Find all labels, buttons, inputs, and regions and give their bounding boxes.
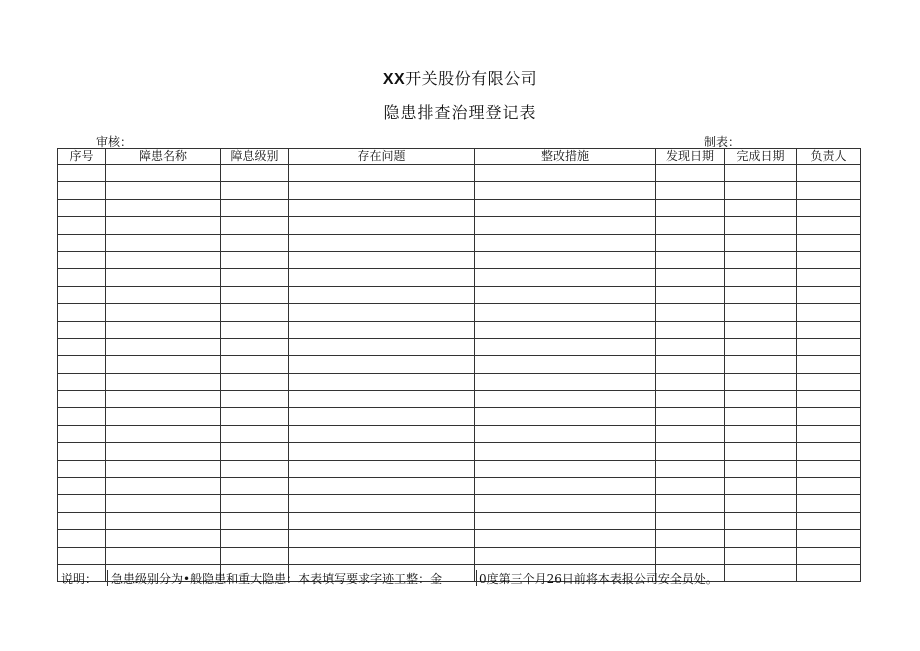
table-cell[interactable] <box>289 443 475 460</box>
table-cell[interactable] <box>58 338 106 355</box>
table-cell[interactable] <box>221 356 289 373</box>
table-cell[interactable] <box>106 286 221 303</box>
table-cell[interactable] <box>289 495 475 512</box>
maker-label: 制表： <box>704 135 741 149</box>
table-row <box>58 251 861 268</box>
table-cell[interactable] <box>106 304 221 321</box>
table-cell[interactable] <box>475 165 656 182</box>
table-cell[interactable] <box>797 408 861 425</box>
table-cell[interactable] <box>289 425 475 442</box>
table-cell[interactable] <box>656 373 725 390</box>
table-cell[interactable] <box>106 512 221 529</box>
table-cell[interactable] <box>725 182 797 199</box>
table-cell[interactable] <box>656 391 725 408</box>
table-cell[interactable] <box>797 338 861 355</box>
table-cell[interactable] <box>656 165 725 182</box>
column-header-existing-problem: 存在问题 <box>289 149 475 165</box>
table-cell[interactable] <box>58 165 106 182</box>
table-cell[interactable] <box>221 321 289 338</box>
table-cell[interactable] <box>656 460 725 477</box>
table-cell[interactable] <box>221 460 289 477</box>
table-cell[interactable] <box>656 269 725 286</box>
table-cell[interactable] <box>58 217 106 234</box>
table-row <box>58 478 861 495</box>
table-cell[interactable] <box>656 251 725 268</box>
table-row <box>58 321 861 338</box>
table-cell[interactable] <box>58 547 106 564</box>
table-cell[interactable] <box>656 199 725 216</box>
table-cell[interactable] <box>106 182 221 199</box>
company-name-rest: 开关股份有限公司 <box>405 69 538 88</box>
table-cell[interactable] <box>725 530 797 547</box>
table-cell[interactable] <box>289 547 475 564</box>
table-cell[interactable] <box>475 304 656 321</box>
reviewer-label: 审核： <box>96 135 133 149</box>
table-row <box>58 443 861 460</box>
table-cell[interactable] <box>725 443 797 460</box>
table-cell[interactable] <box>656 182 725 199</box>
table-cell[interactable] <box>475 530 656 547</box>
table-cell[interactable] <box>725 460 797 477</box>
table-cell[interactable] <box>475 356 656 373</box>
form-title: 隐患排查治理登记表 <box>383 103 537 122</box>
table-row <box>58 269 861 286</box>
table-cell[interactable] <box>797 199 861 216</box>
table-cell[interactable] <box>797 391 861 408</box>
table-cell[interactable] <box>221 425 289 442</box>
table-cell[interactable] <box>106 443 221 460</box>
table-cell[interactable] <box>289 251 475 268</box>
table-cell[interactable] <box>289 408 475 425</box>
table-cell[interactable] <box>221 182 289 199</box>
table-cell[interactable] <box>475 217 656 234</box>
table-cell[interactable] <box>221 373 289 390</box>
table-cell[interactable] <box>656 425 725 442</box>
table-cell[interactable] <box>725 217 797 234</box>
table-cell[interactable] <box>221 408 289 425</box>
table-row <box>58 408 861 425</box>
table-row <box>58 512 861 529</box>
table-cell[interactable] <box>289 530 475 547</box>
table-cell[interactable] <box>797 165 861 182</box>
table-cell[interactable] <box>656 478 725 495</box>
table-cell[interactable] <box>106 321 221 338</box>
table-row <box>58 199 861 216</box>
table-cell[interactable] <box>656 408 725 425</box>
table-cell[interactable] <box>106 530 221 547</box>
table-cell[interactable] <box>475 478 656 495</box>
table-cell[interactable] <box>656 512 725 529</box>
table-cell[interactable] <box>106 165 221 182</box>
table-row <box>58 495 861 512</box>
table-cell[interactable] <box>221 269 289 286</box>
table-cell[interactable] <box>221 199 289 216</box>
table-cell[interactable] <box>797 373 861 390</box>
table-cell[interactable] <box>221 234 289 251</box>
table-cell[interactable] <box>289 391 475 408</box>
column-header-completion-date: 完成日期 <box>725 149 797 165</box>
table-cell[interactable] <box>289 199 475 216</box>
table-cell[interactable] <box>475 408 656 425</box>
table-row <box>58 304 861 321</box>
table-cell[interactable] <box>475 425 656 442</box>
table-cell[interactable] <box>797 478 861 495</box>
column-header-index: 序号 <box>58 149 106 165</box>
table-cell[interactable] <box>656 304 725 321</box>
table-cell[interactable] <box>58 373 106 390</box>
table-cell[interactable] <box>58 460 106 477</box>
table-cell[interactable] <box>221 443 289 460</box>
table-cell[interactable] <box>289 512 475 529</box>
table-cell[interactable] <box>58 286 106 303</box>
table-cell[interactable] <box>725 338 797 355</box>
table-cell[interactable] <box>475 199 656 216</box>
table-cell[interactable] <box>106 425 221 442</box>
table-cell[interactable] <box>289 234 475 251</box>
table-cell[interactable] <box>725 251 797 268</box>
table-cell[interactable] <box>725 495 797 512</box>
table-row <box>58 530 861 547</box>
table-cell[interactable] <box>221 530 289 547</box>
table-cell[interactable] <box>797 460 861 477</box>
table-row <box>58 286 861 303</box>
table-cell[interactable] <box>725 356 797 373</box>
footer-note <box>57 569 860 586</box>
table-cell[interactable] <box>221 338 289 355</box>
column-header-responsible-person: 负责人 <box>797 149 861 165</box>
table-cell[interactable] <box>475 495 656 512</box>
table-cell[interactable] <box>656 356 725 373</box>
footer-label: 说明： <box>61 572 98 586</box>
table-cell[interactable] <box>797 286 861 303</box>
table-cell[interactable] <box>289 321 475 338</box>
table-cell[interactable] <box>58 512 106 529</box>
table-row <box>58 547 861 564</box>
table-cell[interactable] <box>58 269 106 286</box>
table-cell[interactable] <box>58 443 106 460</box>
table-row <box>58 425 861 442</box>
table-cell[interactable] <box>106 269 221 286</box>
table-row <box>58 234 861 251</box>
table-cell[interactable] <box>475 182 656 199</box>
table-cell[interactable] <box>58 234 106 251</box>
table-cell[interactable] <box>106 391 221 408</box>
table-cell[interactable] <box>289 217 475 234</box>
table-cell[interactable] <box>475 460 656 477</box>
table-cell[interactable] <box>797 425 861 442</box>
table-cell[interactable] <box>221 495 289 512</box>
table-cell[interactable] <box>475 269 656 286</box>
table-cell[interactable] <box>106 217 221 234</box>
table-row <box>58 338 861 355</box>
table-cell[interactable] <box>656 234 725 251</box>
table-cell[interactable] <box>797 321 861 338</box>
table-cell[interactable] <box>725 321 797 338</box>
table-cell[interactable] <box>221 478 289 495</box>
table-cell[interactable] <box>656 495 725 512</box>
table-cell[interactable] <box>58 425 106 442</box>
table-cell[interactable] <box>58 199 106 216</box>
table-cell[interactable] <box>58 182 106 199</box>
column-header-hazard-name: 障患名称 <box>106 149 221 165</box>
table-cell[interactable] <box>725 234 797 251</box>
table-cell[interactable] <box>58 478 106 495</box>
footer-note-part2: 0度第三个月26日前将本表报公司安全员处。 <box>476 570 718 586</box>
table-cell[interactable] <box>725 408 797 425</box>
table-cell[interactable] <box>289 286 475 303</box>
table-cell[interactable] <box>221 217 289 234</box>
table-cell[interactable] <box>725 199 797 216</box>
table-cell[interactable] <box>797 512 861 529</box>
table-cell[interactable] <box>289 478 475 495</box>
table-cell[interactable] <box>475 512 656 529</box>
table-cell[interactable] <box>58 304 106 321</box>
table-cell[interactable] <box>106 478 221 495</box>
table-cell[interactable] <box>725 547 797 564</box>
table-cell[interactable] <box>656 321 725 338</box>
table-cell[interactable] <box>106 234 221 251</box>
table-cell[interactable] <box>106 460 221 477</box>
table-row <box>58 182 861 199</box>
table-cell[interactable] <box>289 269 475 286</box>
table-cell[interactable] <box>725 512 797 529</box>
table-cell[interactable] <box>797 356 861 373</box>
table-cell[interactable] <box>656 338 725 355</box>
table-body <box>58 165 861 582</box>
table-cell[interactable] <box>725 425 797 442</box>
table-cell[interactable] <box>475 391 656 408</box>
table-cell[interactable] <box>475 251 656 268</box>
table-cell[interactable] <box>656 443 725 460</box>
column-header-found-date: 发现日期 <box>656 149 725 165</box>
table-cell[interactable] <box>221 165 289 182</box>
table-header-row <box>58 149 861 165</box>
table-cell[interactable] <box>797 547 861 564</box>
table-row <box>58 460 861 477</box>
table-cell[interactable] <box>475 373 656 390</box>
table-cell[interactable] <box>58 321 106 338</box>
company-name-prefix: XX <box>382 71 406 88</box>
table-cell[interactable] <box>475 321 656 338</box>
column-header-corrective-measures: 整改措施 <box>475 149 656 165</box>
table-cell[interactable] <box>106 495 221 512</box>
table-cell[interactable] <box>725 304 797 321</box>
column-header-hazard-level: 障息级别 <box>221 149 289 165</box>
table-cell[interactable] <box>656 547 725 564</box>
table-cell[interactable] <box>106 408 221 425</box>
table-cell[interactable] <box>797 304 861 321</box>
company-name <box>0 66 920 89</box>
hazard-register-table <box>57 148 861 582</box>
table-cell[interactable] <box>475 286 656 303</box>
table-cell[interactable] <box>797 217 861 234</box>
table-cell[interactable] <box>289 373 475 390</box>
table-cell[interactable] <box>58 356 106 373</box>
table-row <box>58 165 861 182</box>
table-cell[interactable] <box>289 460 475 477</box>
table-cell[interactable] <box>58 408 106 425</box>
table-cell[interactable] <box>797 530 861 547</box>
table-cell[interactable] <box>725 269 797 286</box>
table-cell[interactable] <box>221 512 289 529</box>
table-cell[interactable] <box>106 356 221 373</box>
table-cell[interactable] <box>58 495 106 512</box>
footer-note-part1: 急患级别分为•般隐患和重大隐患：本表填写要求字迹工整：金 <box>107 570 442 586</box>
table-cell[interactable] <box>725 373 797 390</box>
table-cell[interactable] <box>797 495 861 512</box>
table-cell[interactable] <box>289 304 475 321</box>
table-row <box>58 217 861 234</box>
table-cell[interactable] <box>106 373 221 390</box>
table-cell[interactable] <box>289 182 475 199</box>
table-cell[interactable] <box>58 391 106 408</box>
table-cell[interactable] <box>106 199 221 216</box>
table-cell[interactable] <box>475 234 656 251</box>
table-cell[interactable] <box>289 165 475 182</box>
table-cell[interactable] <box>221 391 289 408</box>
table-cell[interactable] <box>725 478 797 495</box>
table-cell[interactable] <box>797 269 861 286</box>
table-cell[interactable] <box>58 251 106 268</box>
table-cell[interactable] <box>106 251 221 268</box>
table-cell[interactable] <box>289 338 475 355</box>
table-cell[interactable] <box>475 338 656 355</box>
table-cell[interactable] <box>289 356 475 373</box>
table-cell[interactable] <box>475 443 656 460</box>
table-cell[interactable] <box>221 547 289 564</box>
table-cell[interactable] <box>106 338 221 355</box>
table-cell[interactable] <box>725 286 797 303</box>
table-cell[interactable] <box>656 217 725 234</box>
table-cell[interactable] <box>725 165 797 182</box>
table-cell[interactable] <box>58 530 106 547</box>
table-row <box>58 391 861 408</box>
table-cell[interactable] <box>221 304 289 321</box>
table-cell[interactable] <box>106 547 221 564</box>
table-cell[interactable] <box>797 443 861 460</box>
table-cell[interactable] <box>797 234 861 251</box>
table-cell[interactable] <box>656 286 725 303</box>
table-row <box>58 373 861 390</box>
table-cell[interactable] <box>797 182 861 199</box>
table-cell[interactable] <box>475 547 656 564</box>
table-row <box>58 356 861 373</box>
table-cell[interactable] <box>656 530 725 547</box>
table-cell[interactable] <box>221 286 289 303</box>
table-cell[interactable] <box>221 251 289 268</box>
table-cell[interactable] <box>797 251 861 268</box>
table-cell[interactable] <box>725 391 797 408</box>
